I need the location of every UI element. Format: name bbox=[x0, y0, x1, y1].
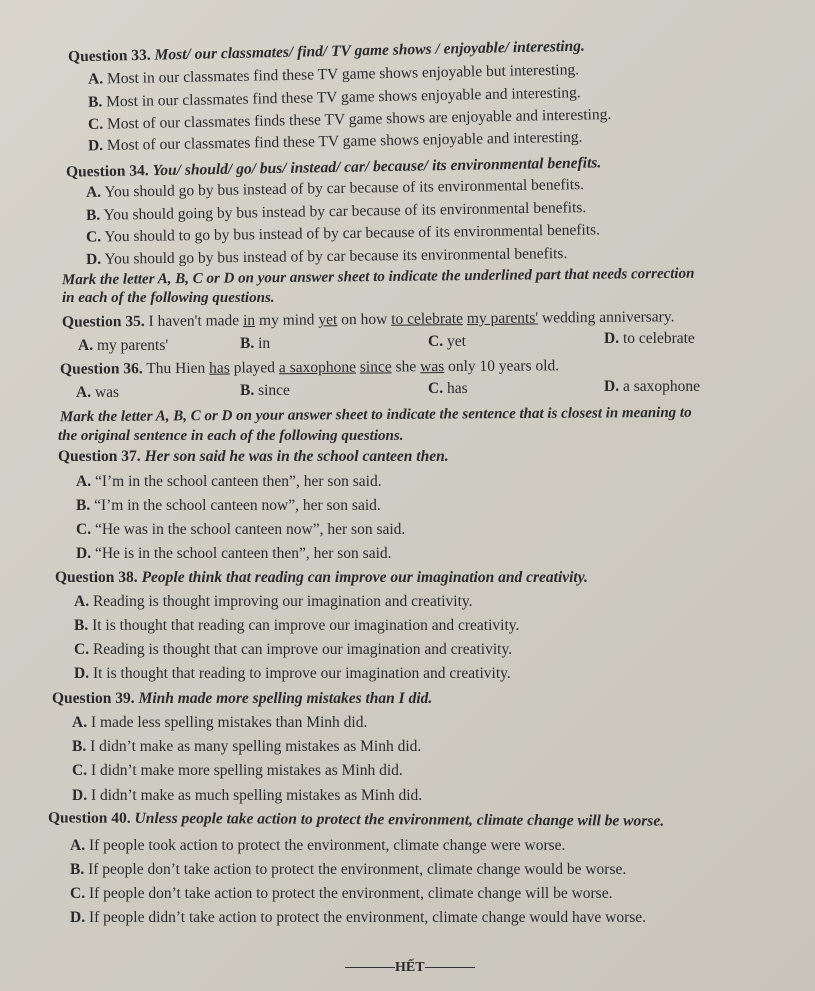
instruction-line-1: Mark the letter A, B, C or D on your answer sheet to indicate the sentence that is closest in meaning to bbox=[59, 404, 692, 426]
question-35-heading: Question 35. I haven't made in my mind yet on how to celebrate my parents' wedding anniversary. bbox=[61, 308, 675, 331]
option-a: A. If people took action to protect the environment, climate change were worse. bbox=[70, 837, 566, 854]
option-a: A. “I’m in the school canteen then”, her son said. bbox=[76, 473, 382, 490]
option-d: D. Most of our classmates find these TV game shows enjoyable and interesting. bbox=[87, 128, 583, 155]
underlined-part: in bbox=[242, 311, 256, 330]
option-b: B. If people don’t take action to protect the environment, climate change would be worse. bbox=[70, 861, 627, 878]
divider bbox=[425, 967, 475, 968]
option-a: A. my parents' bbox=[78, 337, 169, 354]
option-b: B. “I’m in the school canteen now”, her son said. bbox=[76, 497, 381, 514]
instruction-line-2: in each of the following questions. bbox=[62, 290, 275, 306]
option-d: D. It is thought that reading to improve our imagination and creativity. bbox=[74, 665, 511, 682]
option-a: A. was bbox=[76, 384, 120, 401]
underlined-part: has bbox=[209, 359, 230, 377]
end-label: HẾT bbox=[395, 960, 425, 975]
question-36-heading: Question 36. Thu Hien has played a saxophone since she was only 10 years old. bbox=[59, 357, 560, 378]
underlined-part: since bbox=[359, 358, 392, 376]
option-d: D. If people didn’t take action to protect the environment, climate change would have worse. bbox=[70, 909, 647, 926]
underlined-part: was bbox=[420, 358, 445, 376]
question-34-heading: Question 34. You/ should/ go/ bus/ instead/ car/ because/ its environmental benefits. bbox=[65, 154, 602, 181]
option-d: D. You should go by bus instead of by car because its environmental benefits. bbox=[85, 245, 568, 268]
underlined-part: my parents' bbox=[466, 309, 539, 328]
option-a: A. Most in our classmates find these TV game shows enjoyable but interesting. bbox=[87, 61, 580, 88]
instruction-line-1: Mark the letter A, B, C or D on your answer sheet to indicate the underlined part that needs correction bbox=[61, 265, 695, 289]
option-c: C. I didn’t make more spelling mistakes as Minh did. bbox=[72, 762, 403, 779]
option-d: D. to celebrate bbox=[604, 330, 695, 347]
question-37-heading: Question 37. Her son said he was in the school canteen then. bbox=[58, 448, 449, 465]
question-40-heading: Question 40. Unless people take action to protect the environment, climate change will be worse. bbox=[47, 809, 665, 830]
option-a: A. I made less spelling mistakes than Minh did. bbox=[72, 714, 368, 731]
question-label: Question 33. bbox=[67, 46, 151, 66]
option-b: B. in bbox=[240, 335, 271, 352]
option-d: D. I didn’t make as much spelling mistakes as Minh did. bbox=[72, 787, 423, 804]
option-c: C. Reading is thought that can improve our imagination and creativity. bbox=[74, 641, 513, 658]
question-39-heading: Question 39. Minh made more spelling mistakes than I did. bbox=[52, 690, 433, 707]
underlined-part: yet bbox=[318, 311, 338, 329]
option-c: C. yet bbox=[428, 333, 466, 350]
option-d: D. “He is in the school canteen then”, her son said. bbox=[76, 545, 392, 562]
option-c: C. has bbox=[428, 380, 468, 397]
option-a: A. Reading is thought improving our imagination and creativity. bbox=[74, 593, 473, 610]
option-c: C. “He was in the school canteen now”, her son said. bbox=[76, 521, 406, 538]
option-c: C. You should to go by bus instead of by car because of its environmental benefits. bbox=[85, 221, 601, 246]
question-prompt: Most/ our classmates/ find/ TV game shows / enjoyable/ interesting. bbox=[154, 37, 586, 64]
option-c: C. Most of our classmates finds these TV game shows are enjoyable and interesting. bbox=[87, 105, 612, 134]
option-b: B. since bbox=[240, 382, 290, 399]
end-marker bbox=[345, 960, 475, 976]
underlined-part: a saxophone bbox=[278, 358, 357, 377]
divider bbox=[345, 967, 395, 968]
underlined-part: to celebrate bbox=[391, 310, 464, 328]
option-b: B. Most in our classmates find these TV game shows enjoyable and interesting. bbox=[87, 84, 581, 111]
option-b: B. It is thought that reading can improve our imagination and creativity. bbox=[74, 617, 520, 634]
option-b: B. I didn’t make as many spelling mistakes as Minh did. bbox=[72, 738, 422, 755]
option-d: D. a saxophone bbox=[604, 378, 700, 395]
question-38-heading: Question 38. People think that reading can improve our imagination and creativity. bbox=[55, 569, 588, 586]
option-b: B. You should going by bus instead by car because of its environmental benefits. bbox=[85, 199, 587, 224]
option-a: A. You should go by bus instead of by car because of its environmental benefits. bbox=[85, 176, 585, 201]
instruction-line-2: the original sentence in each of the following questions. bbox=[58, 428, 404, 444]
option-c: C. If people don’t take action to protect the environment, climate change will be worse. bbox=[70, 885, 613, 902]
